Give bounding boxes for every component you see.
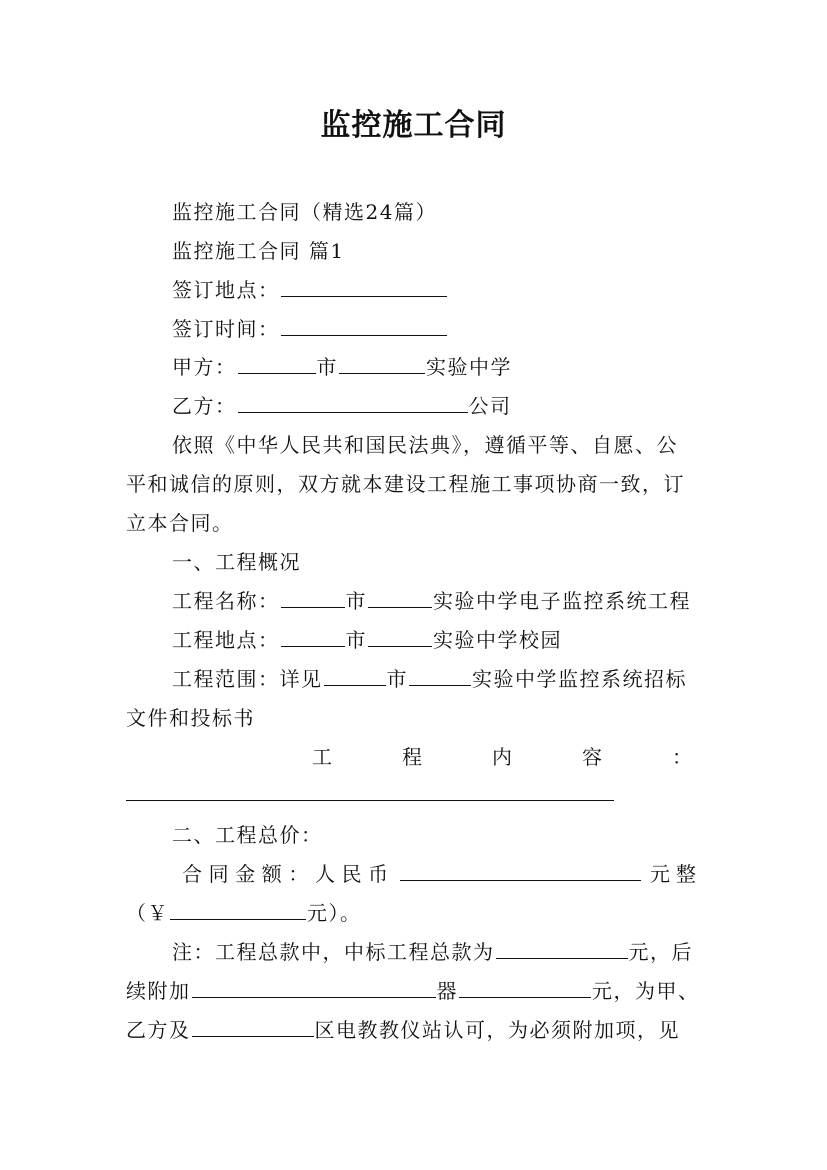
project-content-blank xyxy=(126,800,614,801)
intro-line-3: 立本合同。 xyxy=(126,511,234,535)
project-scope-suffix: 实验中学监控系统招标 xyxy=(472,667,687,691)
party-a-city: 市 xyxy=(316,355,338,379)
note-text-3a: 乙方及 xyxy=(126,1018,191,1042)
note-text-2b: 器 xyxy=(436,979,458,1003)
project-scope-blank-2 xyxy=(409,667,471,686)
intro-line-2: 平和诚信的原则，双方就本建设工程施工事项协商一致，订 xyxy=(126,472,685,496)
contract-amount-char: 额 xyxy=(261,862,284,886)
project-scope-row xyxy=(172,665,687,693)
note-blank-2 xyxy=(192,979,436,998)
note-blank-1 xyxy=(496,940,628,959)
document-subtitle: 监控施工合同（精选24篇） xyxy=(172,200,437,224)
contract-amount-yuan: 元整 xyxy=(650,862,702,886)
contract-amount-char: 金 xyxy=(235,862,257,886)
project-scope-blank-1 xyxy=(324,667,386,686)
rmb-close: 元）。 xyxy=(307,901,362,925)
note-blank-4 xyxy=(192,1018,314,1037)
project-name-city: 市 xyxy=(345,589,367,613)
project-site-label: 工程地点： xyxy=(172,628,280,652)
contract-amount-char: 同 xyxy=(208,862,231,886)
sign-place-blank xyxy=(281,278,447,297)
section-2-heading: 二、工程总价： xyxy=(172,823,323,847)
sign-place-row xyxy=(172,276,448,304)
project-site-blank-1 xyxy=(281,628,345,647)
contract-amount-rmb-row xyxy=(126,899,362,927)
project-site-suffix: 实验中学校园 xyxy=(433,628,562,652)
party-a-blank-city xyxy=(238,355,316,374)
party-b-blank xyxy=(238,394,468,413)
contract-amount-label xyxy=(182,860,390,888)
document-title: 监控施工合同 xyxy=(320,108,507,143)
sign-time-label: 签订时间： xyxy=(172,317,280,341)
section-1-heading: 一、工程概况 xyxy=(172,550,301,574)
project-content-char: 容 xyxy=(582,745,602,769)
party-b-label: 乙方： xyxy=(172,394,237,418)
note-line-3 xyxy=(126,1016,680,1044)
intro-line-1: 依照《中华人民共和国民法典》，遵循平等、自愿、公 xyxy=(172,433,678,457)
project-name-label: 工程名称： xyxy=(172,589,280,613)
project-name-blank-1 xyxy=(281,589,345,608)
project-scope-city: 市 xyxy=(386,667,408,691)
project-content-char: 工 xyxy=(312,745,332,769)
project-name-suffix: 实验中学电子监控系统工程 xyxy=(433,589,691,613)
contract-amount-char: 合 xyxy=(182,862,204,886)
contract-amount-char: ： xyxy=(288,862,310,886)
note-blank-3 xyxy=(459,979,591,998)
note-text-1a: 注：工程总款中，中标工程总款为 xyxy=(172,940,495,964)
project-content-char: 内 xyxy=(492,745,512,769)
contract-amount-blank xyxy=(400,862,641,881)
sign-time-blank xyxy=(281,317,447,336)
note-line-2 xyxy=(126,977,700,1005)
party-b-row xyxy=(172,392,512,420)
note-line-1 xyxy=(172,938,693,966)
note-text-1b: 元，后 xyxy=(628,940,693,964)
project-content-row xyxy=(312,743,692,771)
project-name-blank-2 xyxy=(368,589,432,608)
project-site-row xyxy=(172,626,562,654)
party-a-label: 甲方： xyxy=(172,355,237,379)
section-heading: 监控施工合同 篇1 xyxy=(172,239,345,263)
rmb-blank xyxy=(170,901,306,920)
project-site-city: 市 xyxy=(345,628,367,652)
project-name-row xyxy=(172,587,691,615)
contract-amount-char: 民 xyxy=(341,862,364,886)
project-scope-line-2: 文件和投标书 xyxy=(126,706,255,730)
rmb-open: （￥ xyxy=(126,901,169,925)
note-text-3b: 区电教教仪站认可，为必须附加项，见 xyxy=(314,1018,680,1042)
contract-amount-row xyxy=(182,860,702,888)
party-a-school: 实验中学 xyxy=(426,355,512,379)
party-a-row xyxy=(172,353,512,381)
contract-amount-char: 人 xyxy=(314,862,337,886)
contract-amount-char: 币 xyxy=(368,862,390,886)
sign-time-row xyxy=(172,315,448,343)
party-b-suffix: 公司 xyxy=(468,394,512,418)
project-scope-label: 工程范围：详见 xyxy=(172,667,323,691)
party-a-blank-school xyxy=(339,355,425,374)
project-content-char: ： xyxy=(672,745,692,769)
sign-place-label: 签订地点： xyxy=(172,278,280,302)
note-text-2a: 续附加 xyxy=(126,979,191,1003)
note-text-2c: 元，为甲、 xyxy=(592,979,700,1003)
project-site-blank-2 xyxy=(368,628,432,647)
project-content-char: 程 xyxy=(402,745,422,769)
